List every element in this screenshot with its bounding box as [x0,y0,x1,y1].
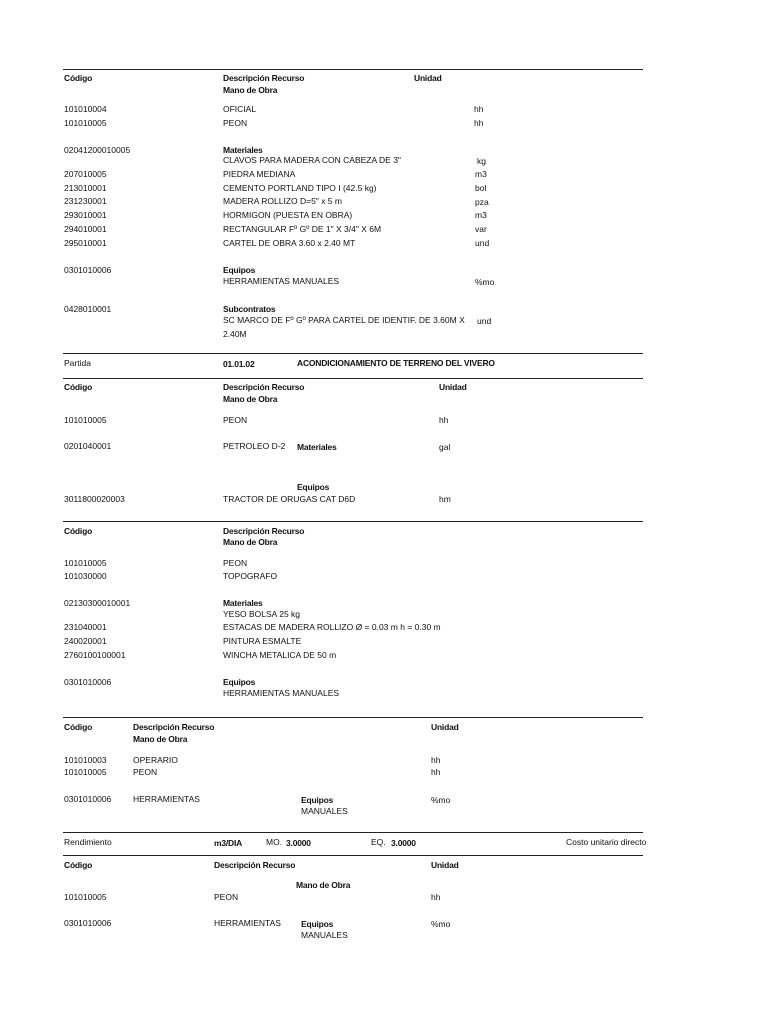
costo-unitario-label: Costo unitario directo [566,837,647,847]
resource-code: 295010001 [64,238,107,248]
resource-desc: SC MARCO DE Fº Gº PARA CARTEL DE IDENTIF. DE 3.60M X [223,315,465,325]
resource-desc: ESTACAS DE MADERA ROLLIZO Ø = 0.03 m h = 0.30 m [223,622,441,632]
resource-desc: HORMIGON (PUESTA EN OBRA) [223,210,353,220]
col-header-unidad: Unidad [431,722,459,732]
resource-desc: PEON [223,118,248,128]
section-rule [63,717,643,718]
resource-desc: RECTANGULAR Fº Gº DE 1" X 3/4" X 6M [223,224,382,234]
resource-desc: MANUALES [301,806,348,816]
resource-desc: PEON [133,767,158,777]
section-rule [63,855,643,856]
resource-desc: PETROLEO D-2 [223,441,286,451]
resource-desc: MANUALES [301,930,348,940]
group-title-subcontratos: Subcontratos [223,304,276,314]
group-title-equipos: Equipos [223,265,256,275]
resource-desc: PINTURA ESMALTE [223,636,302,646]
resource-code: 293010001 [64,210,107,220]
resource-unit: hh [431,755,441,765]
resource-desc: CARTEL DE OBRA 3.60 x 2.40 MT [223,238,356,248]
resource-unit: und [477,316,492,326]
section-rule [63,832,643,833]
resource-code: 231230001 [64,196,107,206]
resource-unit: hh [474,118,484,128]
resource-code: 0428010001 [64,304,112,314]
resource-code: 0301010006 [64,918,112,928]
section-rule [63,521,643,522]
resource-desc: PIEDRA MEDIANA [223,169,296,179]
resource-code: 101010004 [64,104,107,114]
resource-code: 02041200010005 [64,145,131,155]
resource-desc: CLAVOS PARA MADERA CON CABEZA DE 3" [223,155,401,165]
group-title-equipos: Equipos [301,795,334,805]
resource-code: 101010005 [64,767,107,777]
resource-desc: OFICIAL [223,104,257,114]
resource-desc: MADERA ROLLIZO D=5" x 5 m [223,196,342,206]
col-header-codigo: Código [64,526,93,536]
resource-unit: hh [431,767,441,777]
resource-unit: hh [431,892,441,902]
col-header-codigo: Código [64,73,93,83]
resource-unit: hh [474,104,484,114]
resource-code: 0301010006 [64,677,112,687]
resource-unit: %mo [431,919,451,929]
resource-unit: m3 [475,169,487,179]
resource-desc: HERRAMIENTAS MANUALES [223,276,340,286]
resource-desc: HERRAMIENTAS [133,794,200,804]
rendimiento-unit: m3/DIA [214,838,243,848]
resource-code: 0201040001 [64,441,112,451]
group-title-equipos: Equipos [223,677,256,687]
resource-code: 240020001 [64,636,107,646]
group-title-equipos: Equipos [301,919,334,929]
resource-unit: %mo [475,277,495,287]
resource-unit: und [475,238,490,248]
rendimiento-label: Rendimiento [64,837,112,847]
resource-code: 294010001 [64,224,107,234]
resource-desc: YESO BOLSA 25 kg [223,609,301,619]
col-header-codigo: Código [64,722,93,732]
resource-unit: pza [475,197,489,207]
section-rule [63,353,643,354]
group-title-mano-de-obra: Mano de Obra [223,394,278,404]
col-header-descripcion: Descripción Recurso [223,73,305,83]
group-title-materiales: Materiales [223,145,263,155]
resource-desc: WINCHA METALICA DE 50 m [223,650,337,660]
group-title-mano-de-obra: Mano de Obra [133,734,188,744]
resource-desc: HERRAMIENTAS MANUALES [223,688,340,698]
resource-desc: PEON [223,558,248,568]
resource-code: 2760100100001 [64,650,126,660]
resource-unit: bol [475,183,487,193]
resource-unit: %mo [431,795,451,805]
partida-label: Partida [64,358,91,368]
resource-desc: HERRAMIENTAS [214,918,281,928]
col-header-unidad: Unidad [414,73,442,83]
resource-unit: m3 [475,210,487,220]
col-header-unidad: Unidad [431,860,459,870]
resource-code: 0301010006 [64,265,112,275]
resource-code: 207010005 [64,169,107,179]
col-header-unidad: Unidad [439,382,467,392]
col-header-descripcion: Descripción Recurso [223,526,305,536]
col-header-descripcion: Descripción Recurso [133,722,215,732]
resource-unit: kg [477,156,486,166]
resource-code: 101010005 [64,415,107,425]
partida-code: 01.01.02 [223,359,255,369]
resource-unit: hm [439,494,451,504]
resource-desc: TOPOGRAFO [223,571,278,581]
group-title-materiales: Materiales [223,598,263,608]
resource-code: 101010005 [64,558,107,568]
col-header-descripcion: Descripción Recurso [223,382,305,392]
resource-desc: CEMENTO PORTLAND TIPO I (42.5 kg) [223,183,377,193]
eq-value: 3.0000 [391,838,416,848]
group-title-equipos: Equipos [297,482,330,492]
resource-code: 101010005 [64,892,107,902]
resource-desc: OPERARIO [133,755,178,765]
resource-desc: PEON [223,415,248,425]
resource-code: 213010001 [64,183,107,193]
partida-title: ACONDICIONAMIENTO DE TERRENO DEL VIVERO [297,358,495,368]
resource-code: 3011800020003 [64,494,125,504]
resource-desc: 2.40M [223,329,247,339]
resource-code: 101010003 [64,755,107,765]
col-header-codigo: Código [64,860,93,870]
resource-desc: TRACTOR DE ORUGAS CAT D6D [223,494,356,504]
group-title-mano-de-obra: Mano de Obra [223,85,278,95]
section-rule [63,69,643,70]
resource-code: 231040001 [64,622,107,632]
resource-code: 0301010006 [64,794,112,804]
col-header-descripcion: Descripción Recurso [214,860,296,870]
group-title-mano-de-obra: Mano de Obra [223,537,278,547]
mo-value: 3.0000 [286,838,311,848]
resource-code: 101010005 [64,118,107,128]
resource-code: 02130300010001 [64,598,131,608]
resource-unit: gal [439,442,451,452]
col-header-codigo: Código [64,382,93,392]
section-rule [63,378,643,379]
resource-code: 101030000 [64,571,107,581]
resource-desc: PEON [214,892,239,902]
resource-unit: hh [439,415,449,425]
group-title-mano-de-obra: Mano de Obra [296,880,351,890]
mo-label: MO. [266,837,283,847]
group-title-materiales: Materiales [297,442,337,452]
resource-unit: var [475,224,487,234]
eq-label: EQ. [371,837,386,847]
